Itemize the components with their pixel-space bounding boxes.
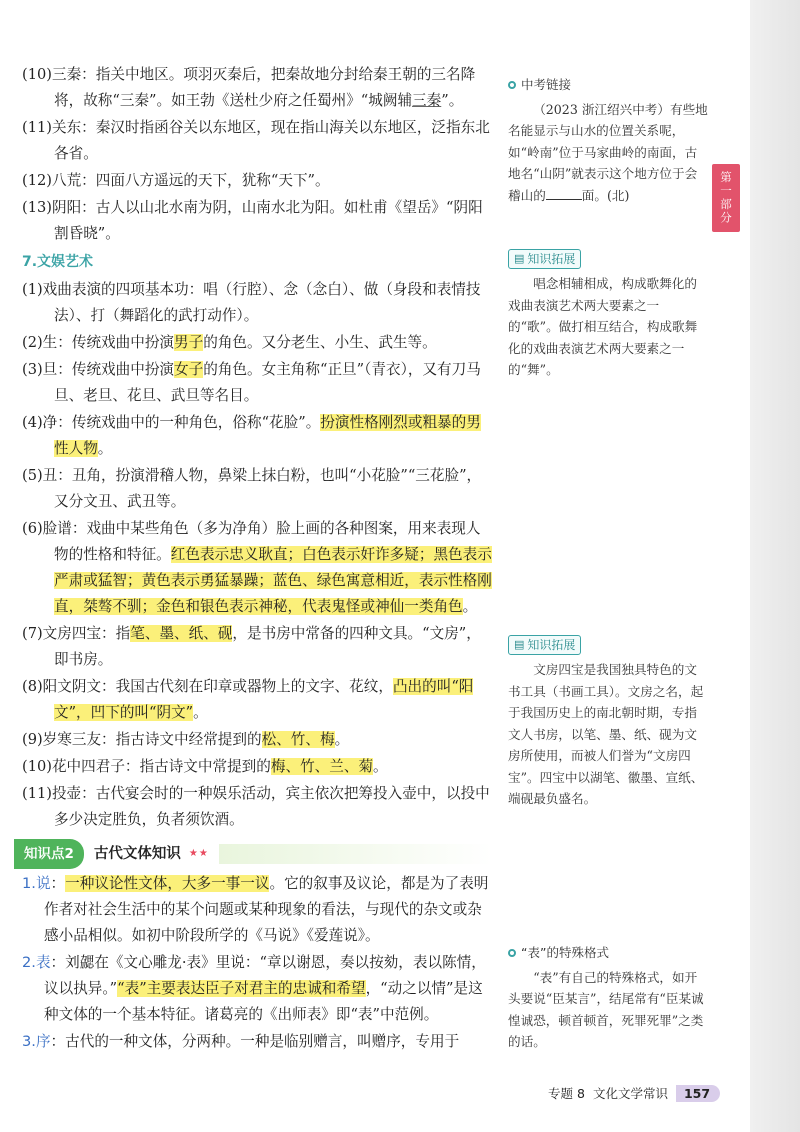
list-item: (11)关东：秦汉时指函谷关以东地区，现在指山海关以东地区，泛指东北各省。 <box>22 119 490 162</box>
list-item: (12)八荒：四面八方遥远的天下，犹称“天下”。 <box>22 172 330 189</box>
main-column <box>22 62 492 1056</box>
circle-bullet-icon <box>508 949 516 957</box>
sidebar-exam-link <box>508 74 708 206</box>
page-number: 157 <box>676 1085 720 1102</box>
exam-link-text: （2023 浙江绍兴中考）有些地名能显示与山水的位置关系呢，如“岭南”位于马家曲岭的南面，古地名“山阴”就表示这个地方位于会稽山的 面。(北) <box>508 101 708 203</box>
list-item: (4)净：传统戏曲中的一种角色，俗称“花脸”。扮演性格刚烈或粗暴的男性人物。 <box>22 414 481 457</box>
list-item: 3.序：古代的一种文体，分两种。一种是临别赠言，叫赠序，专用于 <box>22 1033 460 1050</box>
sidebar-special-format <box>508 942 708 1053</box>
list-item: (13)阴阳：古人以山北水南为阴，山南水北为阳。如杜甫《望岳》“阴阳割昏晓”。 <box>22 199 483 242</box>
circle-bullet-icon <box>508 81 516 89</box>
knowledge-point-header <box>14 841 492 867</box>
exam-link-title: 中考链接 <box>521 77 572 92</box>
section-title: 7.文娱艺术 <box>22 254 94 270</box>
extension-tag: ▤ 知识拓展 <box>508 635 581 655</box>
list-item: (1)戏曲表演的四项基本功：唱（行腔）、念（念白）、做（身段和表情技法）、打（舞蹈化的武打动作）。 <box>22 281 481 324</box>
sidebar-extension-1 <box>508 247 708 381</box>
extension-text: 唱念相辅相成，构成歌舞化的戏曲表演艺术两大要素之一的“歌”。做打相互结合，构成歌舞化的戏曲表演艺术两大要素之一的“舞”。 <box>508 276 698 377</box>
extension-tag: ▤ 知识拓展 <box>508 249 581 269</box>
page-footer <box>548 1084 720 1102</box>
part-tab: 第一部分 <box>712 164 740 232</box>
extension-text: 文房四宝是我国独具特色的文书工具（书画工具）。文房之名，起于我国历史上的南北朝时期，专指文人书房，以笔、墨、纸、砚为文房所使用，而被人们誉为“文房四宝”。四宝中以湖笔、徽墨、宣纸、端砚最负盛名。 <box>508 662 704 806</box>
list-item: (11)投壶：古代宴会时的一种娱乐活动，宾主依次把筹投入壶中，以投中多少决定胜负，负者须饮酒。 <box>22 785 490 828</box>
knowledge-point-badge: 知识点2 <box>14 839 84 869</box>
answer-blank <box>546 187 582 200</box>
book-icon: ▤ <box>514 252 525 265</box>
footer-title: 文化文学常识 <box>592 1086 668 1101</box>
list-item: (7)文房四宝：指笔、墨、纸、砚，是书房中常备的四种文具。“文房”，即书房。 <box>22 625 481 668</box>
header-bar <box>219 844 492 864</box>
book-icon: ▤ <box>514 638 525 651</box>
list-item: (5)丑：丑角，扮演滑稽人物，鼻梁上抹白粉，也叫“小花脸”“三花脸”，又分文丑、武丑等。 <box>22 467 482 510</box>
list-item: (3)旦：传统戏曲中扮演女子的角色。女主角称“正旦”（青衣），又有刀马旦、老旦、花旦、武旦等名目。 <box>22 361 481 404</box>
page-edge <box>750 0 800 1132</box>
knowledge-point-title: 古代文体知识 <box>93 846 181 862</box>
list-item: (10)花中四君子：指古诗文中常提到的梅、竹、兰、菊。 <box>22 758 388 775</box>
list-item: 2.表：刘勰在《文心雕龙·表》里说：“章以谢恩，奏以按劾，表以陈情，议以执异。”“表”主要表达臣子对君主的忠诚和希望，“动之以情”是这种文体的一个基本特征。诸葛亮的《出师表》即“表”中范例。 <box>22 954 486 1023</box>
list-item: (9)岁寒三友：指古诗文中经常提到的松、竹、梅。 <box>22 731 350 748</box>
footer-topic: 专题 8 <box>548 1086 585 1101</box>
special-format-title: “表”的特殊格式 <box>521 945 609 960</box>
special-format-text: “表”有自己的特殊格式，如开头要说“臣某言”，结尾常有“臣某诚惶诚恐，顿首顿首，死罪死罪”之类的话。 <box>508 969 704 1049</box>
list-item: (6)脸谱：戏曲中某些角色（多为净角）脸上画的各种图案，用来表现人物的性格和特征。红色表示忠义耿直；白色表示奸诈多疑；黑色表示严肃或猛智；黄色表示勇猛暴躁；蓝色、绿色寓意相近，表示性格刚直，桀骜不驯；金色和银色表示神秘，代表鬼怪或神仙一类角色。 <box>22 520 492 615</box>
list-item: (2)生：传统戏曲中扮演男子的角色。又分老生、小生、武生等。 <box>22 334 437 351</box>
list-item: 1.说：一种议论性文体，大多一事一议。它的叙事及议论，都是为了表明作者对社会生活中的某个问题或某种现象的看法，与现代的杂文或杂感小品相似。如初中阶段所学的《马说》《爱莲说》。 <box>22 875 489 944</box>
sidebar-extension-2 <box>508 633 708 810</box>
star-icon: ★★ <box>188 848 209 859</box>
list-item: (10)三秦：指关中地区。项羽灭秦后，把秦故地分封给秦王朝的三名降将，故称“三秦”。如王勃《送杜少府之任蜀州》“城阙辅三秦”。 <box>22 66 476 109</box>
list-item: (8)阳文阴文：我国古代刻在印章或器物上的文字、花纹，凸出的叫“阳文”，凹下的叫“阴文”。 <box>22 678 474 721</box>
